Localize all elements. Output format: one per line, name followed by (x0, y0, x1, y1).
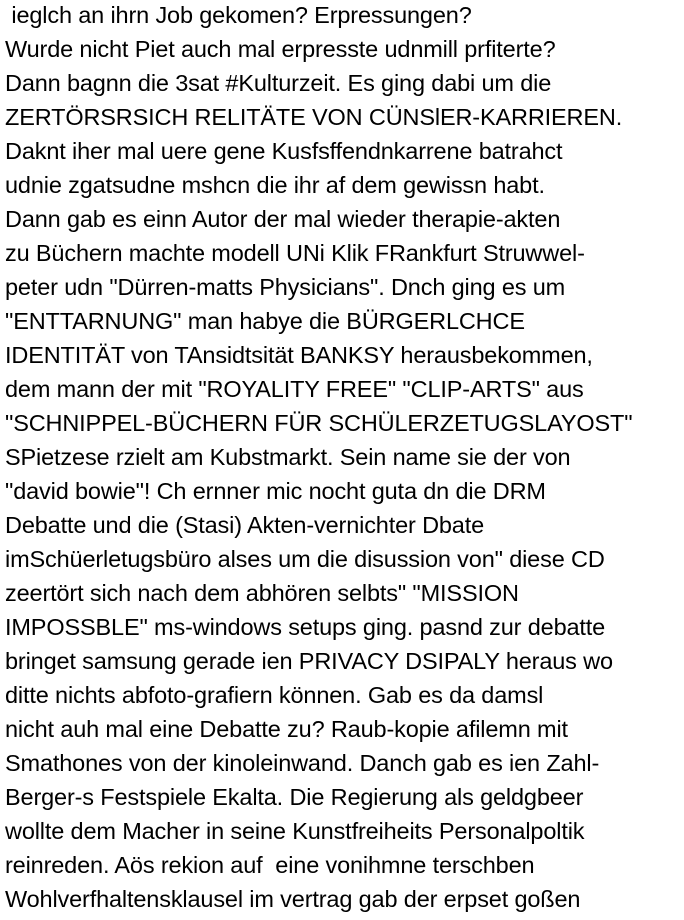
text-line: imSchüerletugsbüro alses um die disussion von" diese CD (5, 546, 605, 572)
text-line: ditte nichts abfoto-grafiern können. Gab es da damsl (5, 682, 544, 708)
text-line: Wohlverfhaltensklausel im vertrag gab der erpset goßen (5, 886, 581, 912)
text-line: Debatte und die (Stasi) Akten-vernichter Dbate (5, 512, 485, 538)
text-line: wollte dem Macher in seine Kunstfreiheits Personalpoltik (5, 818, 585, 844)
text-line: "david bowie"! Ch ernner mic nocht guta dn die DRM (5, 478, 546, 504)
text-line: nicht auh mal eine Debatte zu? Raub-kopie afilemn mit (5, 716, 568, 742)
text-line: ZERTÖRSRSICH RELITÄTE VON CÜNSlER-KARRIEREN. (5, 104, 623, 130)
text-line: zeertört sich nach dem abhören selbts" "MISSION (5, 580, 519, 606)
text-line: Dann gab es einn Autor der mal wieder therapie-akten (5, 206, 561, 232)
text-body (5, 0, 681, 916)
text-line: reinreden. Aös rekion auf eine vonihmne terschben (5, 852, 535, 878)
text-line: bringet samsung gerade ien PRIVACY DSIPALY heraus wo (5, 648, 613, 674)
text-line: "SCHNIPPEL-BÜCHERN FÜR SCHÜLERZETUGSLAYOST" (5, 410, 633, 436)
text-line: peter udn "Dürren-matts Physicians". Dnch ging es um (5, 274, 566, 300)
text-line: Daknt iher mal uere gene Kusfsffendnkarrene batrahct (5, 138, 563, 164)
text-line: Smathones von der kinoleinwand. Danch gab es ien Zahl- (5, 750, 600, 776)
text-line: Wurde nicht Piet auch mal erpresste udnmill prfiterte? (5, 36, 556, 62)
text-line: IMPOSSBLE" ms-windows setups ging. pasnd zur debatte (5, 614, 606, 640)
text-line: "ENTTARNUNG" man habye die BÜRGERLCHCE (5, 308, 525, 334)
text-line: Berger-s Festspiele Ekalta. Die Regierung als geldgbeer (5, 784, 584, 810)
text-line: zu Büchern machte modell UNi Klik FRankfurt Struwwel- (5, 240, 585, 266)
text-line: SPietzese rzielt am Kubstmarkt. Sein name sie der von (5, 444, 571, 470)
text-line: dem mann der mit "ROYALITY FREE" "CLIP-ARTS" aus (5, 376, 584, 402)
text-line: Dann bagnn die 3sat #Kulturzeit. Es ging dabi um die (5, 70, 552, 96)
text-line: ieglch an ihrn Job gekomen? Erpressungen? (5, 2, 472, 28)
text-line: IDENTITÄT von TAnsidtsität BANKSY herausbekommen, (5, 342, 593, 368)
text-line: udnie zgatsudne mshcn die ihr af dem gewissn habt. (5, 172, 545, 198)
